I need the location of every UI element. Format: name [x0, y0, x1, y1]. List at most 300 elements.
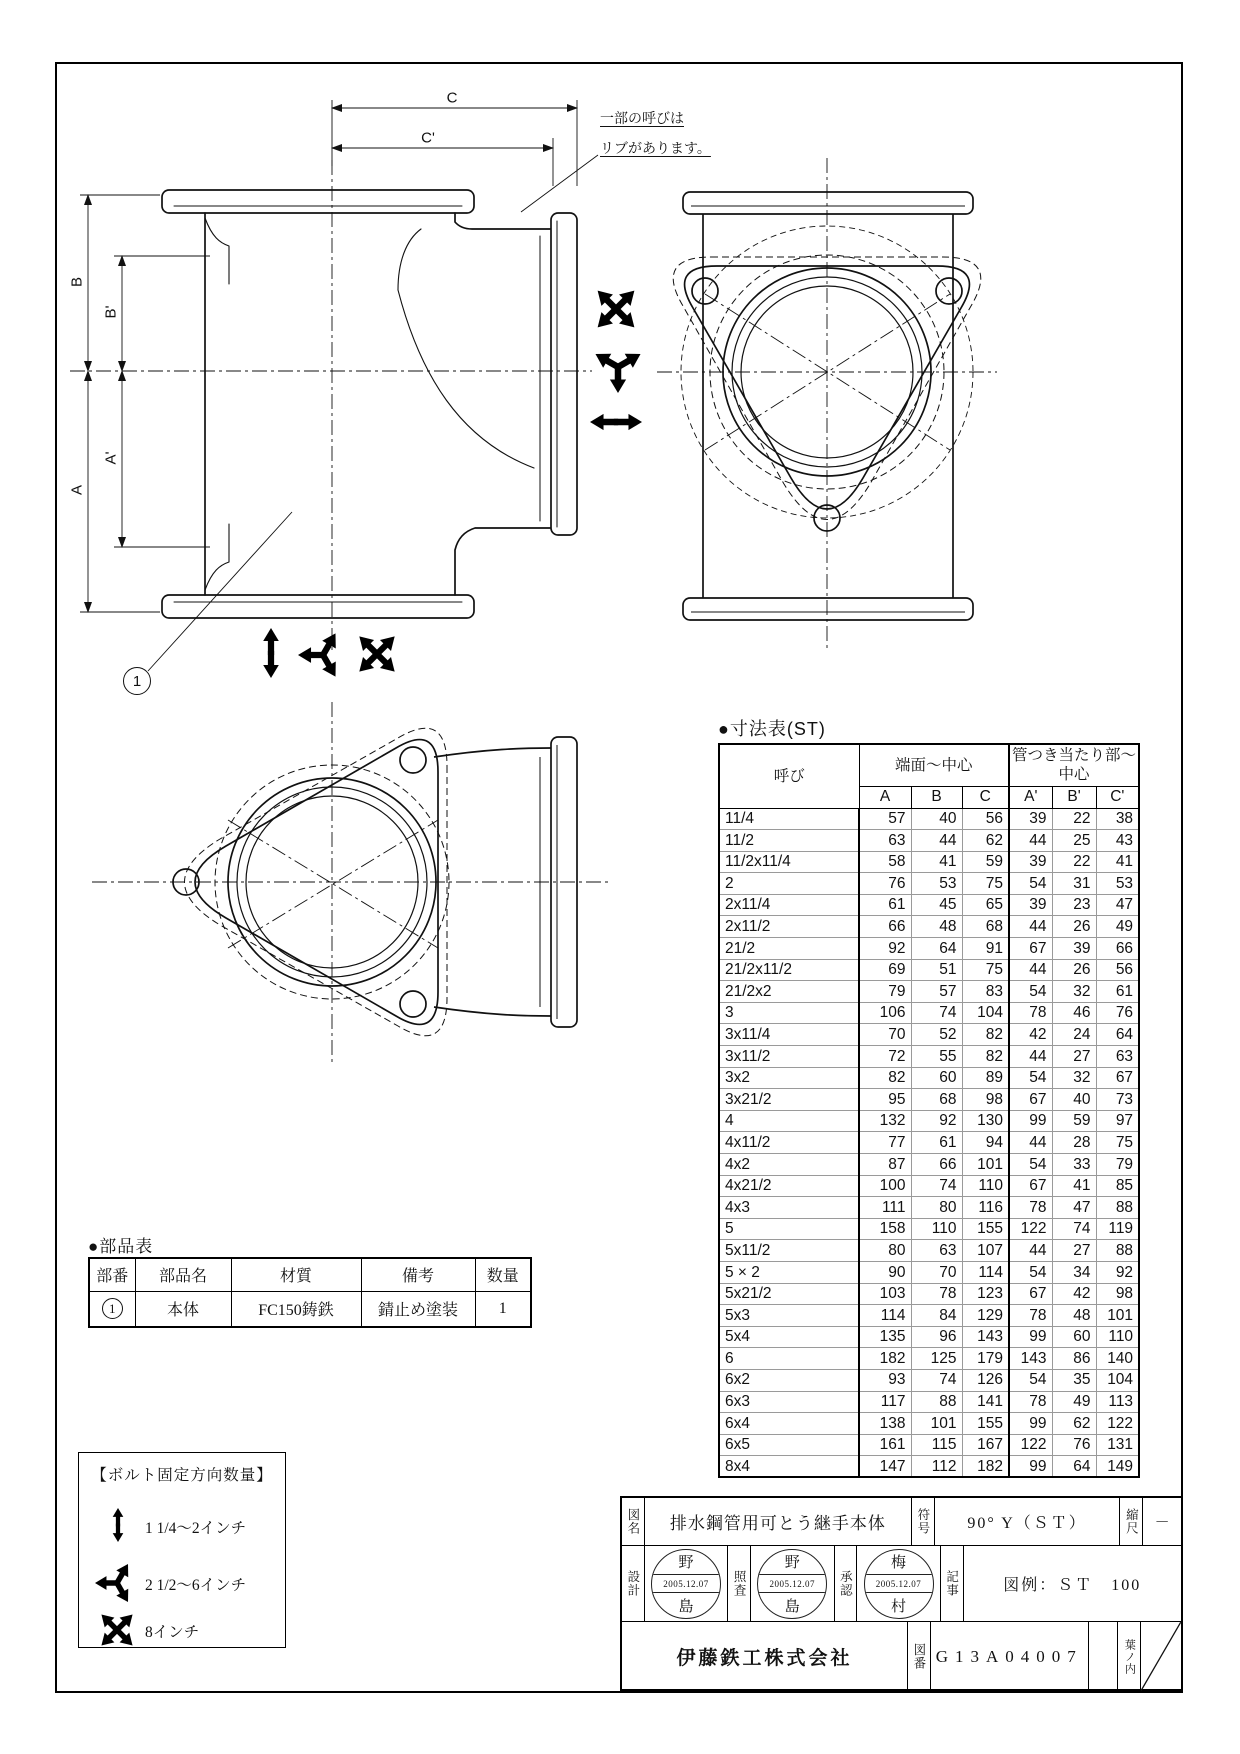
value-cell-A: 182 — [859, 1348, 911, 1370]
front-view-centerlines — [657, 158, 997, 652]
value-cell-A: 90 — [859, 1261, 911, 1283]
value-cell-A2: 54 — [1009, 1261, 1052, 1283]
table-row — [719, 1002, 1139, 1024]
value-cell-A2: 122 — [1009, 1434, 1052, 1456]
value-cell-A2: 99 — [1009, 1456, 1052, 1478]
arrow-4dir-icon — [352, 629, 402, 679]
value-cell-A2: 39 — [1009, 851, 1052, 873]
value-cell-B: 55 — [911, 1046, 962, 1068]
value-cell-C2: 38 — [1096, 808, 1139, 830]
arrow-4dir-icon — [590, 283, 642, 335]
stamp-char-top: 野 — [678, 1555, 694, 1572]
value-cell-A2: 67 — [1009, 1283, 1052, 1305]
table-row — [719, 1283, 1139, 1305]
value-cell-A: 66 — [859, 916, 911, 938]
design-stamp-cell — [645, 1546, 728, 1621]
code-label-cell — [912, 1498, 935, 1545]
value-cell-A: 132 — [859, 1110, 911, 1132]
size-name-cell: 21/2x2 — [719, 981, 859, 1003]
drawing-name-cell: 排水鋼管用可とう継手本体 — [645, 1498, 912, 1545]
dim-col-C: C — [962, 786, 1009, 808]
value-cell-B2: 59 — [1052, 1110, 1096, 1132]
value-cell-B: 61 — [911, 1132, 962, 1154]
dim-col-A: A — [859, 786, 911, 808]
value-cell-B: 110 — [911, 1218, 962, 1240]
value-cell-C2: 88 — [1096, 1197, 1139, 1219]
dim-col-A2: A' — [1009, 786, 1052, 808]
value-cell-B2: 34 — [1052, 1261, 1096, 1283]
dim-group-end-to-center: 端面～中心 — [859, 744, 1009, 786]
table-row — [719, 1046, 1139, 1068]
size-name-cell: 3x11/4 — [719, 1024, 859, 1046]
value-cell-A: 76 — [859, 873, 911, 895]
table-row — [719, 851, 1139, 873]
value-cell-B2: 32 — [1052, 981, 1096, 1003]
size-name-cell: 3x11/2 — [719, 1046, 859, 1068]
value-cell-C: 182 — [962, 1456, 1009, 1478]
table-row — [719, 981, 1139, 1003]
table-row — [719, 1024, 1139, 1046]
size-name-cell: 11/2 — [719, 830, 859, 852]
dimension-table — [718, 743, 1140, 1478]
value-cell-B: 53 — [911, 873, 962, 895]
drawing-number-label: 図番 — [911, 1643, 926, 1670]
parts-col-material: 材質 — [231, 1258, 361, 1291]
value-cell-C: 91 — [962, 938, 1009, 960]
table-row — [719, 1326, 1139, 1348]
value-cell-B2: 76 — [1052, 1434, 1096, 1456]
value-cell-A2: 54 — [1009, 1369, 1052, 1391]
company-name: 伊藤鉄工株式会社 — [622, 1622, 908, 1691]
scale-label-cell — [1120, 1498, 1143, 1545]
value-cell-A2: 99 — [1009, 1413, 1052, 1435]
title-block-row-3 — [622, 1622, 1181, 1691]
value-cell-B: 74 — [911, 1175, 962, 1197]
value-cell-B2: 24 — [1052, 1024, 1096, 1046]
title-block-row-2 — [622, 1546, 1181, 1622]
value-cell-A: 161 — [859, 1434, 911, 1456]
value-cell-A: 72 — [859, 1046, 911, 1068]
value-cell-B: 44 — [911, 830, 962, 852]
value-cell-A: 100 — [859, 1175, 911, 1197]
size-name-cell: 5x3 — [719, 1305, 859, 1327]
value-cell-B2: 47 — [1052, 1197, 1096, 1219]
value-cell-C: 179 — [962, 1348, 1009, 1370]
value-cell-C2: 85 — [1096, 1175, 1139, 1197]
value-cell-A2: 67 — [1009, 1175, 1052, 1197]
value-cell-A2: 122 — [1009, 1218, 1052, 1240]
value-cell-B2: 86 — [1052, 1348, 1096, 1370]
size-name-cell: 2 — [719, 873, 859, 895]
value-cell-B2: 33 — [1052, 1154, 1096, 1176]
value-cell-C2: 122 — [1096, 1413, 1139, 1435]
side-view-dimensions — [70, 100, 598, 671]
arrow-2dir-horizontal-icon — [590, 396, 642, 448]
check-stamp — [757, 1549, 827, 1619]
value-cell-C: 116 — [962, 1197, 1009, 1219]
dim-group-pipe-stop-to-center: 管つき当たり部～中心 — [1009, 744, 1139, 786]
rib-note-line2: リブがあります。 — [600, 140, 711, 156]
circled-number: 1 — [102, 1298, 123, 1319]
arrow-3dir-icon — [95, 1561, 139, 1605]
value-cell-A: 106 — [859, 1002, 911, 1024]
value-cell-A2: 54 — [1009, 1154, 1052, 1176]
code-cell: 90° Y（ＳＴ） — [935, 1498, 1121, 1545]
value-cell-C2: 101 — [1096, 1305, 1139, 1327]
value-cell-B: 78 — [911, 1283, 962, 1305]
value-cell-B2: 46 — [1052, 1002, 1096, 1024]
table-row — [719, 894, 1139, 916]
table-row — [719, 1197, 1139, 1219]
value-cell-A: 61 — [859, 894, 911, 916]
side-view — [162, 190, 577, 618]
value-cell-B: 92 — [911, 1110, 962, 1132]
size-name-cell: 6x5 — [719, 1434, 859, 1456]
size-name-cell: 6x3 — [719, 1391, 859, 1413]
stamp-char-bottom: 島 — [784, 1598, 800, 1615]
parts-material-cell: FC150鋳鉄 — [231, 1291, 361, 1327]
part-balloon-1 — [123, 667, 151, 695]
size-name-cell: 2x11/2 — [719, 916, 859, 938]
value-cell-A: 138 — [859, 1413, 911, 1435]
value-cell-B2: 60 — [1052, 1326, 1096, 1348]
value-cell-A: 70 — [859, 1024, 911, 1046]
table-row — [719, 1175, 1139, 1197]
value-cell-C: 167 — [962, 1434, 1009, 1456]
value-cell-C2: 49 — [1096, 916, 1139, 938]
value-cell-B: 63 — [911, 1240, 962, 1262]
value-cell-C: 62 — [962, 830, 1009, 852]
value-cell-A: 80 — [859, 1240, 911, 1262]
table-row — [719, 1154, 1139, 1176]
arrow-3dir-icon — [592, 341, 644, 393]
diagonal-line — [1141, 1622, 1181, 1691]
value-cell-A2: 67 — [1009, 938, 1052, 960]
value-cell-A2: 143 — [1009, 1348, 1052, 1370]
size-name-cell: 3x21/2 — [719, 1089, 859, 1111]
size-name-cell: 11/4 — [719, 808, 859, 830]
table-row — [719, 938, 1139, 960]
value-cell-B: 66 — [911, 1154, 962, 1176]
value-cell-C2: 47 — [1096, 894, 1139, 916]
check-label-cell — [728, 1546, 751, 1621]
table-row — [719, 1132, 1139, 1154]
table-row — [719, 916, 1139, 938]
value-cell-C2: 131 — [1096, 1434, 1139, 1456]
value-cell-B: 64 — [911, 938, 962, 960]
table-row — [719, 1305, 1139, 1327]
table-row — [719, 1110, 1139, 1132]
value-cell-A2: 42 — [1009, 1024, 1052, 1046]
stamp-char-top: 野 — [784, 1555, 800, 1572]
value-cell-C: 155 — [962, 1218, 1009, 1240]
value-cell-C: 141 — [962, 1391, 1009, 1413]
size-name-cell: 4x11/2 — [719, 1132, 859, 1154]
parts-col-qty: 数量 — [475, 1258, 531, 1291]
title-block — [620, 1496, 1183, 1691]
value-cell-B: 115 — [911, 1434, 962, 1456]
dim-label-b: B — [68, 276, 86, 288]
value-cell-A2: 67 — [1009, 1089, 1052, 1111]
arrow-3dir-icon — [298, 630, 348, 680]
value-cell-C: 94 — [962, 1132, 1009, 1154]
dim-col-B2: B' — [1052, 786, 1096, 808]
value-cell-B2: 74 — [1052, 1218, 1096, 1240]
arrow-2dir-vertical-icon — [246, 628, 296, 678]
value-cell-B: 96 — [911, 1326, 962, 1348]
approve-label-cell — [835, 1546, 858, 1621]
value-cell-B2: 41 — [1052, 1175, 1096, 1197]
value-cell-C: 56 — [962, 808, 1009, 830]
size-name-cell: 2x11/4 — [719, 894, 859, 916]
parts-no-cell — [89, 1291, 135, 1327]
value-cell-A2: 78 — [1009, 1391, 1052, 1413]
value-cell-A: 77 — [859, 1132, 911, 1154]
value-cell-C2: 79 — [1096, 1154, 1139, 1176]
value-cell-B: 57 — [911, 981, 962, 1003]
value-cell-C2: 53 — [1096, 873, 1139, 895]
sheet-label-cell — [1118, 1622, 1141, 1691]
table-row — [719, 1067, 1139, 1089]
value-cell-B: 74 — [911, 1002, 962, 1024]
parts-name-cell: 本体 — [135, 1291, 231, 1327]
dim-label-a-prime: A' — [102, 451, 120, 465]
size-name-cell: 6x2 — [719, 1369, 859, 1391]
value-cell-C2: 88 — [1096, 1240, 1139, 1262]
parts-table-header — [89, 1258, 531, 1291]
sheet-diagonal-cell — [1141, 1622, 1181, 1691]
arrow-2dir-vertical-icon — [101, 1501, 135, 1549]
stamp-date: 2005.12.07 — [652, 1574, 720, 1593]
value-cell-A: 135 — [859, 1326, 911, 1348]
size-name-cell: 5x21/2 — [719, 1283, 859, 1305]
value-cell-B: 80 — [911, 1197, 962, 1219]
value-cell-C2: 92 — [1096, 1261, 1139, 1283]
table-row — [719, 1369, 1139, 1391]
stamp-char-bottom: 島 — [678, 1598, 694, 1615]
dim-table-title: ●寸法表(ST) — [718, 719, 826, 739]
title-block-row-1 — [622, 1498, 1181, 1546]
table-row — [719, 1089, 1139, 1111]
value-cell-A2: 54 — [1009, 873, 1052, 895]
size-name-cell: 11/2x11/4 — [719, 851, 859, 873]
dim-col-B: B — [911, 786, 962, 808]
value-cell-B: 101 — [911, 1413, 962, 1435]
value-cell-A: 57 — [859, 808, 911, 830]
value-cell-B: 51 — [911, 959, 962, 981]
size-name-cell: 8x4 — [719, 1456, 859, 1478]
value-cell-B: 40 — [911, 808, 962, 830]
value-cell-C: 101 — [962, 1154, 1009, 1176]
bottom-view-centerlines — [92, 702, 608, 1062]
parts-table-title: ●部品表 — [88, 1237, 154, 1256]
value-cell-C: 104 — [962, 1002, 1009, 1024]
value-cell-B2: 49 — [1052, 1391, 1096, 1413]
sheet-label: 葉ノ内 — [1123, 1638, 1136, 1675]
value-cell-B: 68 — [911, 1089, 962, 1111]
value-cell-C: 75 — [962, 959, 1009, 981]
part-balloon-1-label: 1 — [132, 672, 142, 690]
value-cell-A2: 54 — [1009, 981, 1052, 1003]
value-cell-B2: 32 — [1052, 1067, 1096, 1089]
size-name-cell: 4 — [719, 1110, 859, 1132]
value-cell-C: 65 — [962, 894, 1009, 916]
value-cell-A2: 78 — [1009, 1305, 1052, 1327]
size-name-cell: 6 — [719, 1348, 859, 1370]
value-cell-A: 117 — [859, 1391, 911, 1413]
size-name-cell: 21/2x11/2 — [719, 959, 859, 981]
check-stamp-cell — [751, 1546, 834, 1621]
table-row — [719, 1391, 1139, 1413]
value-cell-A2: 44 — [1009, 959, 1052, 981]
value-cell-A2: 39 — [1009, 894, 1052, 916]
value-cell-C2: 110 — [1096, 1326, 1139, 1348]
dim-label-c: C — [446, 89, 458, 107]
value-cell-A: 69 — [859, 959, 911, 981]
value-cell-A2: 44 — [1009, 1132, 1052, 1154]
dim-col-name: 呼び — [719, 744, 859, 808]
bolt-legend-label-2: 2 1/2～6インチ — [145, 1577, 247, 1594]
dim-table-body — [719, 808, 1139, 1477]
stamp-date: 2005.12.07 — [758, 1574, 826, 1593]
table-row — [719, 1413, 1139, 1435]
value-cell-B2: 27 — [1052, 1046, 1096, 1068]
value-cell-B2: 27 — [1052, 1240, 1096, 1262]
size-name-cell: 5x4 — [719, 1326, 859, 1348]
table-row — [719, 959, 1139, 981]
table-row — [89, 1291, 531, 1327]
value-cell-A2: 44 — [1009, 1046, 1052, 1068]
value-cell-C2: 149 — [1096, 1456, 1139, 1478]
value-cell-A: 93 — [859, 1369, 911, 1391]
value-cell-C2: 76 — [1096, 1002, 1139, 1024]
value-cell-C: 107 — [962, 1240, 1009, 1262]
value-cell-A2: 44 — [1009, 916, 1052, 938]
value-cell-B: 74 — [911, 1369, 962, 1391]
value-cell-B2: 22 — [1052, 808, 1096, 830]
table-row — [719, 808, 1139, 830]
drawing-number: G13A04007 — [931, 1622, 1089, 1691]
size-name-cell: 4x3 — [719, 1197, 859, 1219]
remarks-label-cell — [941, 1546, 964, 1621]
parts-table — [88, 1257, 532, 1328]
code-label: 符号 — [915, 1508, 930, 1535]
value-cell-C2: 67 — [1096, 1067, 1139, 1089]
remarks-cell: 図例：ＳＴ 100 — [1003, 1577, 1142, 1594]
value-cell-B: 60 — [911, 1067, 962, 1089]
stamp-date: 2005.12.07 — [865, 1574, 933, 1593]
value-cell-C: 110 — [962, 1175, 1009, 1197]
stamp-char-bottom: 村 — [891, 1598, 907, 1615]
value-cell-A2: 44 — [1009, 1240, 1052, 1262]
value-cell-B: 41 — [911, 851, 962, 873]
drawing-name-label: 図名 — [625, 1508, 640, 1535]
bolt-legend-title: 【ボルト固定方向数量】 — [91, 1467, 273, 1484]
parts-qty-cell: 1 — [475, 1291, 531, 1327]
value-cell-B2: 40 — [1052, 1089, 1096, 1111]
value-cell-C2: 63 — [1096, 1046, 1139, 1068]
value-cell-C: 75 — [962, 873, 1009, 895]
value-cell-A: 58 — [859, 851, 911, 873]
value-cell-C2: 64 — [1096, 1024, 1139, 1046]
value-cell-A2: 54 — [1009, 1067, 1052, 1089]
value-cell-C2: 119 — [1096, 1218, 1139, 1240]
value-cell-B2: 31 — [1052, 873, 1096, 895]
value-cell-B2: 39 — [1052, 938, 1096, 960]
value-cell-B: 48 — [911, 916, 962, 938]
bolt-legend-label-1: 1 1/4～2インチ — [145, 1520, 247, 1537]
value-cell-B: 52 — [911, 1024, 962, 1046]
approve-label: 承認 — [838, 1570, 853, 1597]
value-cell-C2: 61 — [1096, 981, 1139, 1003]
value-cell-A: 111 — [859, 1197, 911, 1219]
value-cell-B2: 26 — [1052, 959, 1096, 981]
value-cell-C: 126 — [962, 1369, 1009, 1391]
bolt-legend-label-3: 8インチ — [145, 1624, 200, 1641]
value-cell-C: 123 — [962, 1283, 1009, 1305]
value-cell-C: 59 — [962, 851, 1009, 873]
empty-cell — [1089, 1622, 1119, 1691]
value-cell-B2: 23 — [1052, 894, 1096, 916]
drawing-number-label-cell — [908, 1622, 931, 1691]
value-cell-C: 143 — [962, 1326, 1009, 1348]
value-cell-C2: 43 — [1096, 830, 1139, 852]
size-name-cell: 3 — [719, 1002, 859, 1024]
size-name-cell: 6x4 — [719, 1413, 859, 1435]
scale-cell: － — [1154, 1515, 1170, 1531]
size-name-cell: 5x11/2 — [719, 1240, 859, 1262]
value-cell-C2: 104 — [1096, 1369, 1139, 1391]
value-cell-B2: 28 — [1052, 1132, 1096, 1154]
value-cell-A: 63 — [859, 830, 911, 852]
dim-label-b-prime: B' — [102, 305, 120, 319]
dim-label-a: A — [68, 484, 86, 496]
value-cell-A: 82 — [859, 1067, 911, 1089]
stamp-char-top: 梅 — [891, 1555, 907, 1572]
arrow-4dir-icon — [95, 1608, 139, 1652]
approve-stamp-cell — [857, 1546, 940, 1621]
value-cell-C: 89 — [962, 1067, 1009, 1089]
table-row — [719, 1434, 1139, 1456]
table-row — [719, 1456, 1139, 1478]
value-cell-B: 112 — [911, 1456, 962, 1478]
value-cell-A: 158 — [859, 1218, 911, 1240]
value-cell-A: 95 — [859, 1089, 911, 1111]
size-name-cell: 3x2 — [719, 1067, 859, 1089]
value-cell-A2: 78 — [1009, 1197, 1052, 1219]
dim-table-header-groups — [719, 744, 1139, 786]
size-name-cell: 5 — [719, 1218, 859, 1240]
value-cell-B: 70 — [911, 1261, 962, 1283]
value-cell-C: 155 — [962, 1413, 1009, 1435]
value-cell-B2: 26 — [1052, 916, 1096, 938]
value-cell-A: 87 — [859, 1154, 911, 1176]
size-name-cell: 4x2 — [719, 1154, 859, 1176]
value-cell-A: 147 — [859, 1456, 911, 1478]
value-cell-C2: 73 — [1096, 1089, 1139, 1111]
value-cell-B: 45 — [911, 894, 962, 916]
rib-note — [600, 103, 711, 163]
value-cell-C2: 113 — [1096, 1391, 1139, 1413]
bolt-direction-legend — [78, 1452, 286, 1648]
value-cell-B2: 35 — [1052, 1369, 1096, 1391]
value-cell-B2: 48 — [1052, 1305, 1096, 1327]
dim-label-c-prime: C' — [421, 129, 435, 147]
drawing-name-label-cell — [622, 1498, 645, 1545]
value-cell-C2: 75 — [1096, 1132, 1139, 1154]
parts-col-no: 部番 — [89, 1258, 135, 1291]
value-cell-C2: 140 — [1096, 1348, 1139, 1370]
